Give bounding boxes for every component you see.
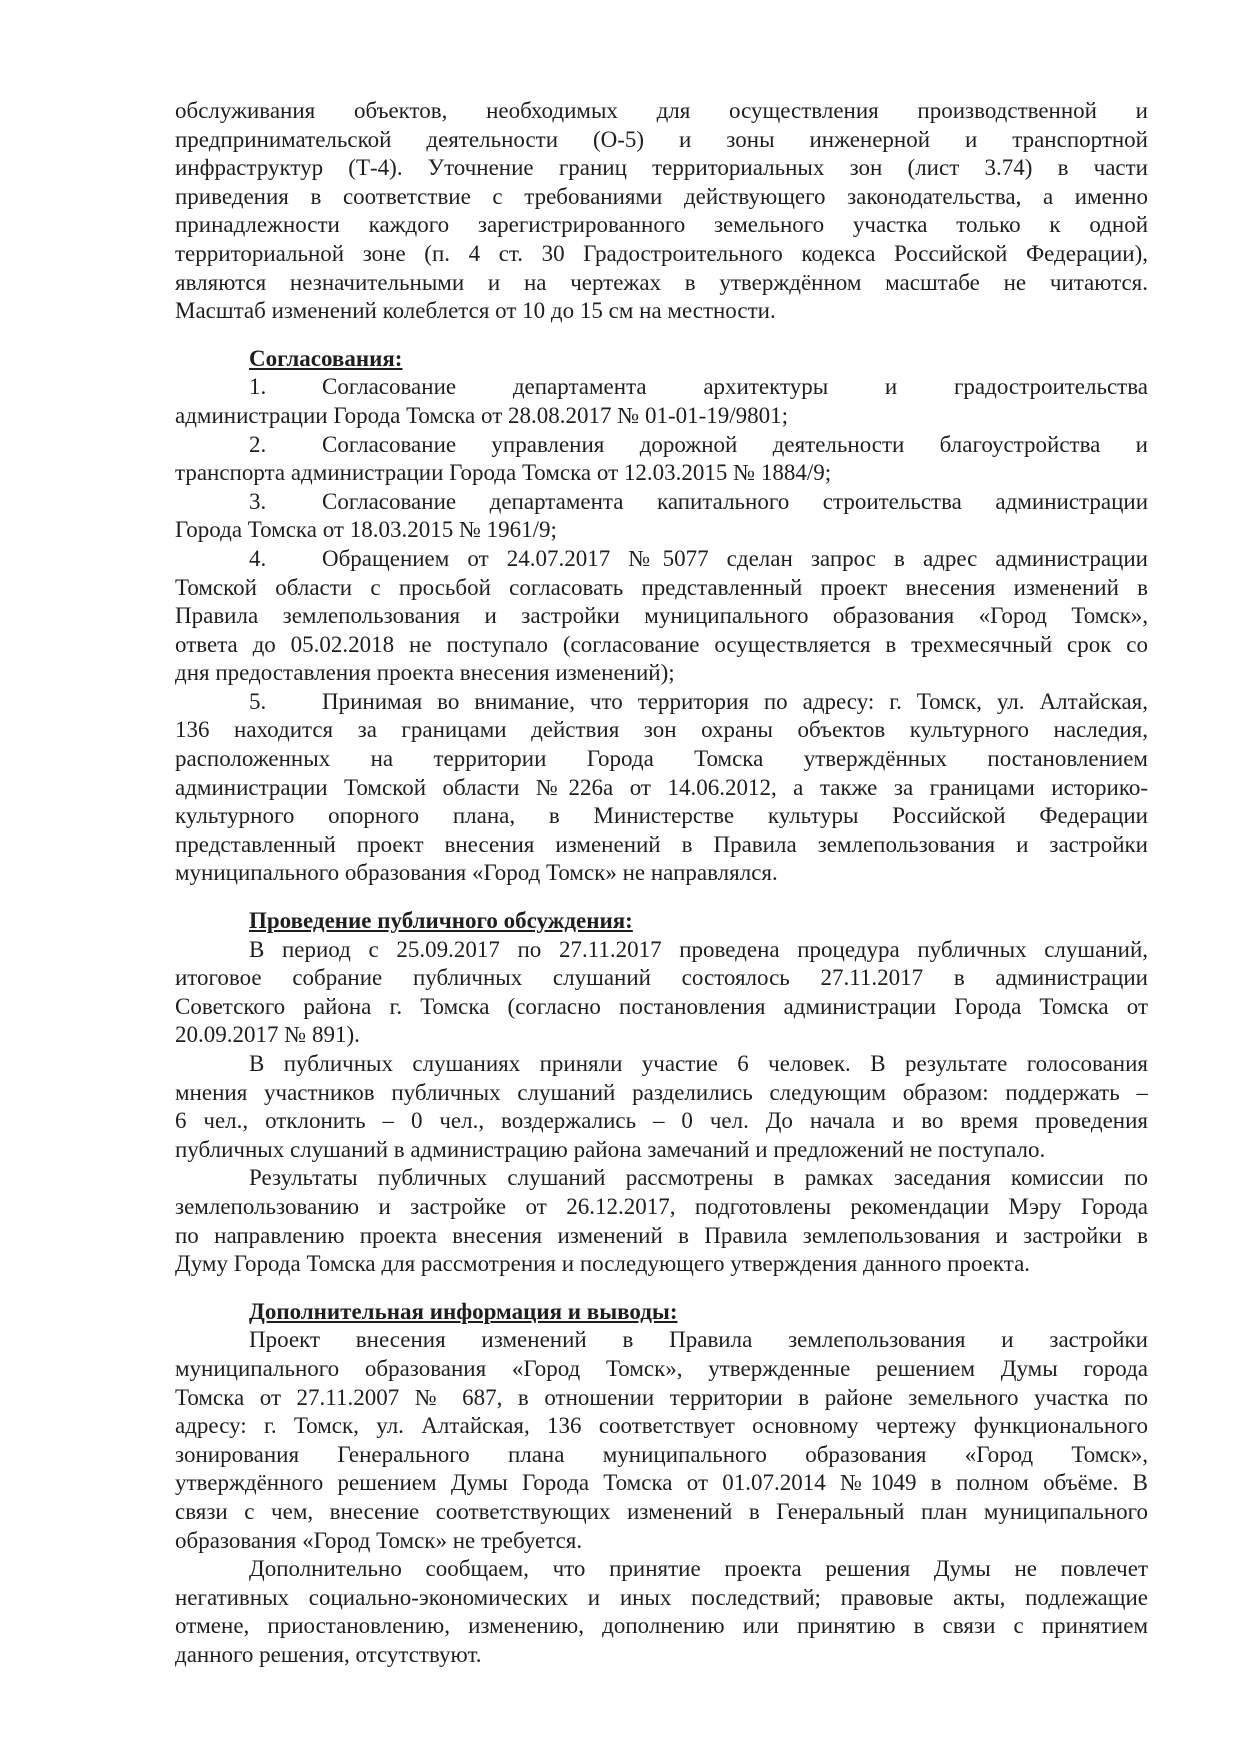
text-line: территориальной зоне (п. 4 ст. 30 Градостроительного кодекса Российской Федерации), — [175, 240, 1148, 266]
approval-item — [175, 545, 1148, 688]
approvals-heading-text: Согласования: — [249, 345, 403, 371]
text-line: Правила землепользования и застройки муниципального образования «Город Томск», — [175, 603, 1148, 629]
approval-item-first-line — [175, 688, 1148, 717]
intro-paragraph — [175, 97, 1148, 326]
item-number: 3. — [249, 488, 267, 514]
text-line: ответа до 05.02.2018 не поступало (согласование осуществляется в трехмесячный срок со — [175, 631, 1148, 657]
conclusions-heading-text: Дополнительная информация и выводы: — [249, 1298, 678, 1324]
text-line: адресу: г. Томск, ул. Алтайская, 136 соответствует основному чертежу функционального — [175, 1413, 1148, 1439]
text-line: утверждённого решением Думы Города Томска от 01.07.2014 №1049 в полном объёме. В — [175, 1470, 1148, 1496]
text-line: администрации Города Томска от 28.08.2017 № 01-01-19/9801; — [175, 402, 789, 428]
text-line: связи с чем, внесение соответствующих изменений в Генеральный план муниципального — [175, 1498, 1148, 1524]
approval-item-first-line — [175, 545, 1148, 574]
item-number: 4. — [249, 545, 267, 571]
text-line: отмене, приостановлению, изменению, дополнению или принятию в связи с принятием — [175, 1613, 1148, 1639]
text-line: Принимая во внимание, что территория по адресу: г. Томск, ул. Алтайская, — [322, 688, 1148, 714]
text-line: 20.09.2017 № 891). — [175, 1022, 360, 1048]
item-number: 5. — [249, 688, 267, 714]
text-line: Дополнительно сообщаем, что принятие проекта решения Думы не повлечет — [249, 1556, 1148, 1582]
text-line: являются незначительными и на чертежах в утверждённом масштабе не читаются. — [175, 269, 1148, 295]
text-line: 136 находится за границами действия зон охраны объектов культурного наследия, — [175, 717, 1148, 743]
public-discussion-heading — [175, 907, 1148, 936]
approval-item — [175, 431, 1148, 488]
approvals-heading — [175, 345, 1148, 374]
text-line: публичных слушаний в администрацию района замечаний и предложений не поступало. — [175, 1136, 1046, 1162]
text-line: Советского района г. Томска (согласно постановления администрации Города Томска от — [175, 993, 1148, 1019]
paragraph — [175, 1326, 1148, 1555]
text-line: Результаты публичных слушаний рассмотрены в рамках заседания комиссии по — [249, 1165, 1148, 1191]
conclusions-section — [175, 1326, 1148, 1669]
text-line: представленный проект внесения изменений в Правила землепользования и застройки — [175, 831, 1148, 857]
text-line: принадлежности каждого зарегистрированного земельного участка только к одной — [175, 212, 1148, 238]
approval-item — [175, 373, 1148, 430]
text-line: Томска от 27.11.2007 № 687, в отношении территории в районе земельного участка по — [175, 1384, 1148, 1410]
text-line: культурного опорного плана, в Министерстве культуры Российской Федерации — [175, 803, 1148, 829]
text-line: Согласование управления дорожной деятельности благоустройства и — [322, 431, 1148, 457]
text-line: Города Томска от 18.03.2015 № 1961/9; — [175, 517, 557, 543]
text-line: данного решения, отсутствуют. — [175, 1641, 482, 1667]
text-line: мнения участников публичных слушаний разделились следующим образом: поддержать – — [175, 1079, 1148, 1105]
text-line: негативных социально-экономических и иных последствий; правовые акты, подлежащие — [175, 1584, 1148, 1610]
text-line: Обращением от 24.07.2017 №5077 сделан запрос в адрес администрации — [322, 545, 1148, 571]
text-line: предпринимательской деятельности (О-5) и зоны инженерной и транспортной — [175, 126, 1148, 152]
paragraph — [175, 1555, 1148, 1669]
paragraph — [175, 1164, 1148, 1278]
text-line: Томской области с просьбой согласовать представленный проект внесения изменений в — [175, 574, 1148, 600]
text-line: В период с 25.09.2017 по 27.11.2017 проведена процедура публичных слушаний, — [249, 936, 1148, 962]
text-line: Согласование департамента архитектуры и градостроительства — [322, 374, 1148, 400]
item-number: 2. — [249, 431, 267, 457]
public-discussion-heading-text: Проведение публичного обсуждения: — [249, 908, 633, 934]
text-line: итоговое собрание публичных слушаний состоялось 27.11.2017 в администрации — [175, 965, 1148, 991]
text-line: расположенных на территории Города Томска утверждённых постановлением — [175, 746, 1148, 772]
paragraph — [175, 1050, 1148, 1164]
text-line: муниципального образования «Город Томск», утвержденные решением Думы города — [175, 1355, 1148, 1381]
text-line: Масштаб изменений колеблется от 10 до 15 см на местности. — [175, 298, 776, 324]
text-line: приведения в соответствие с требованиями действующего законодательства, а именно — [175, 183, 1148, 209]
text-line: зонирования Генерального плана муниципального образования «Город Томск», — [175, 1441, 1148, 1467]
text-line: транспорта администрации Города Томска от 12.03.2015 № 1884/9; — [175, 460, 832, 486]
text-line: муниципального образования «Город Томск» не направлялся. — [175, 860, 778, 886]
text-line: по направлению проекта внесения изменений в Правила землепользования и застройки в — [175, 1222, 1148, 1248]
text-line: Проект внесения изменений в Правила землепользования и застройки — [249, 1327, 1148, 1353]
text-line: обслуживания объектов, необходимых для осуществления производственной и — [175, 98, 1148, 123]
paragraph — [175, 97, 1148, 326]
text-line: Согласование департамента капитального строительства администрации — [322, 488, 1148, 514]
approval-item-first-line — [175, 373, 1148, 402]
text-line: инфраструктур (Т-4). Уточнение границ территориальных зон (лист 3.74) в части — [175, 155, 1148, 181]
approval-item — [175, 688, 1148, 888]
document-page — [175, 97, 1148, 1669]
text-line: землепользованию и застройке от 26.12.2017, подготовлены рекомендации Мэру Города — [175, 1193, 1148, 1219]
approvals-list — [175, 373, 1148, 888]
text-line: дня предоставления проекта внесения изменений); — [175, 660, 675, 686]
public-discussion-section — [175, 936, 1148, 1279]
approval-item-first-line — [175, 431, 1148, 460]
approval-item-first-line — [175, 488, 1148, 517]
text-line: В публичных слушаниях приняли участие 6 человек. В результате голосования — [249, 1051, 1148, 1076]
text-line: 6 чел., отклонить – 0 чел., воздержались – 0 чел. До начала и во время проведения — [175, 1108, 1148, 1134]
item-number: 1. — [249, 374, 267, 400]
text-line: Думу Города Томска для рассмотрения и последующего утверждения данного проекта. — [175, 1251, 1031, 1277]
text-line: образования «Город Томск» не требуется. — [175, 1527, 583, 1553]
paragraph — [175, 936, 1148, 1050]
text-line: администрации Томской области №226а от 14.06.2012, а также за границами историко- — [175, 774, 1148, 800]
approval-item — [175, 488, 1148, 545]
conclusions-heading — [175, 1298, 1148, 1327]
